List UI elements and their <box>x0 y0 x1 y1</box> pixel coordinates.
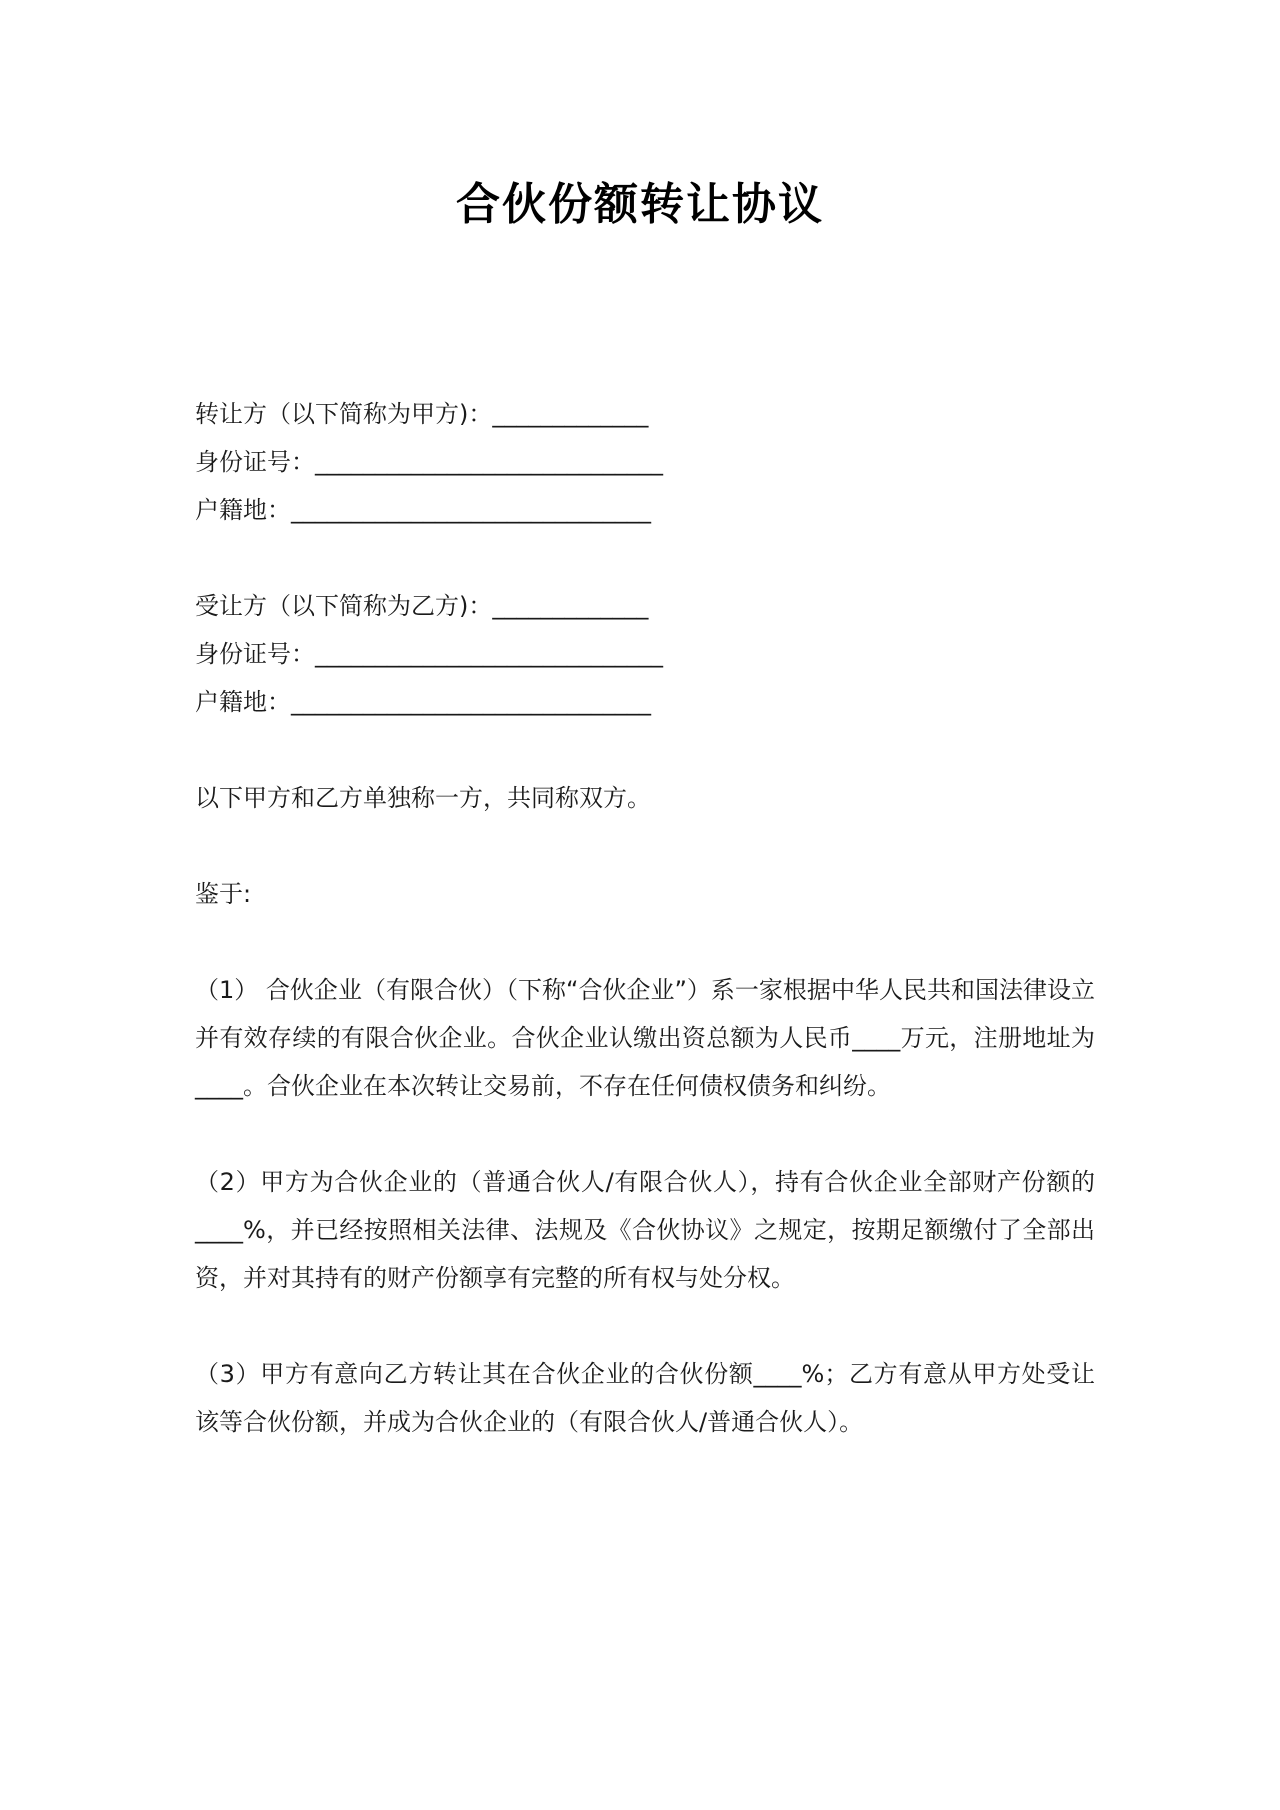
recital-2: （2）甲方为合伙企业的（普通合伙人/有限合伙人），持有合伙企业全部财产份额的____%，并已经按照相关法律、法规及《合伙协议》之规定，按期足额缴付了全部出资，并对其持有的财产份额享有完整的所有权与处分权。 <box>195 1168 1095 1292</box>
recital-3: （3）甲方有意向乙方转让其在合伙企业的合伙份额____%；乙方有意从甲方处受让该等合伙份额，并成为合伙企业的（有限合伙人/普通合伙人）。 <box>195 1360 1095 1436</box>
party-b-id-line: 身份证号：_____________________________ <box>195 640 663 668</box>
whereas-label: 鉴于: <box>195 880 252 908</box>
recital-1: （1） 合伙企业（有限合伙）（下称“合伙企业”）系一家根据中华人民共和国法律设立并有效存续的有限合伙企业。合伙企业认缴出资总额为人民币____万元，注册地址为____。合伙企业在本次转让交易前，不存在任何债权债务和纠纷。 <box>195 976 1095 1100</box>
document-body <box>195 390 1095 1446</box>
document-title: 合伙份额转让协议 <box>456 179 824 230</box>
party-b-domicile-line: 户籍地：______________________________ <box>195 688 651 716</box>
party-a-id-line: 身份证号：_____________________________ <box>195 448 663 476</box>
party-a-domicile-line: 户籍地：______________________________ <box>195 496 651 524</box>
party-a-name-line: 转让方（以下简称为甲方)：_____________ <box>195 400 649 428</box>
joint-statement: 以下甲方和乙方单独称一方，共同称双方。 <box>195 784 651 812</box>
party-b-name-line: 受让方（以下简称为乙方)：_____________ <box>195 592 649 620</box>
